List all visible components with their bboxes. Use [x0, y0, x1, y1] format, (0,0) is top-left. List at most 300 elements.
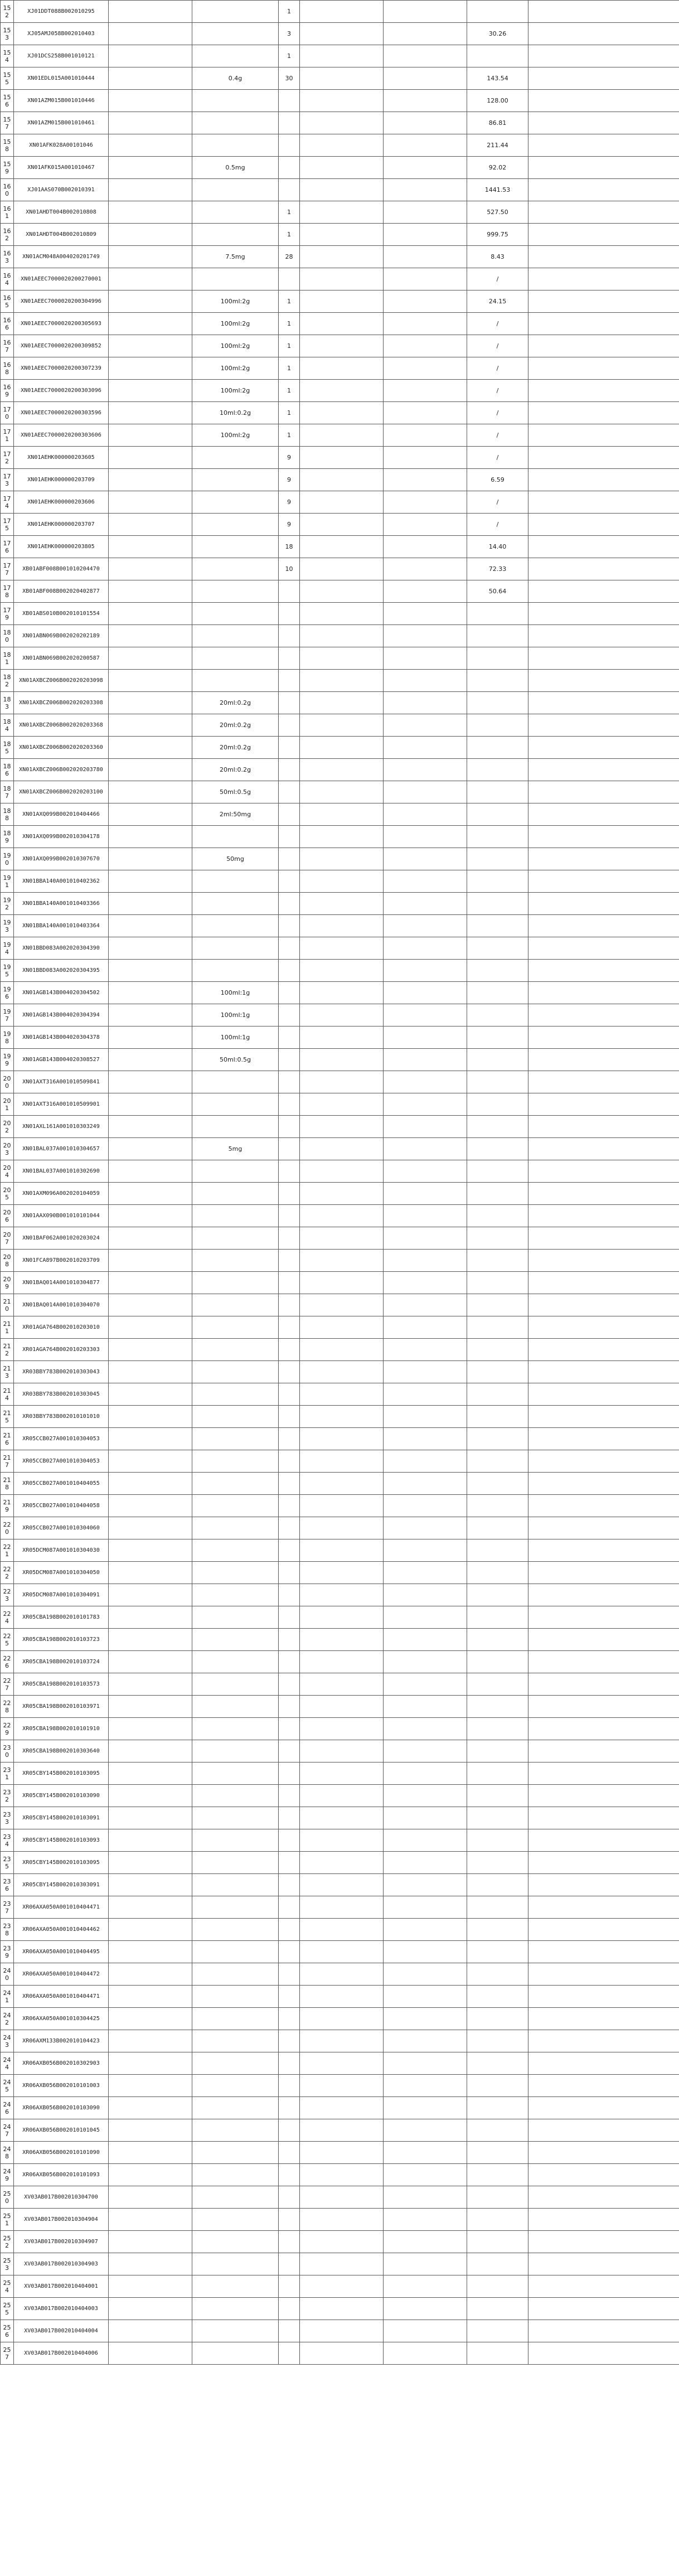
drug-code-cell: XN01AEEC7000020200303606: [14, 424, 109, 447]
remark-cell: [528, 1562, 679, 1584]
price-cell: [467, 1629, 528, 1651]
row-index-cell: 230: [1, 1740, 14, 1762]
drug-code-cell: XN01BAL037A001010302690: [14, 1160, 109, 1183]
submitter-cell: [384, 2231, 467, 2253]
drug-name-cell: [109, 2142, 192, 2164]
pack-count-cell: 1: [279, 402, 300, 424]
submitter-cell: [384, 2342, 467, 2365]
drug-spec-cell: [192, 1896, 279, 1919]
manufacturer-cell: [300, 179, 384, 201]
table-row: [1, 1361, 679, 1383]
submitter-cell: [384, 714, 467, 737]
table-row: [1, 870, 679, 893]
pack-count-cell: [279, 1874, 300, 1896]
row-index-cell: 196: [1, 982, 14, 1004]
table-row: [1, 45, 679, 67]
price-cell: [467, 2186, 528, 2209]
drug-name-cell: [109, 2030, 192, 2052]
pack-count-cell: [279, 1696, 300, 1718]
manufacturer-cell: [300, 380, 384, 402]
submitter-cell: [384, 1606, 467, 1629]
row-index-cell: 169: [1, 380, 14, 402]
row-index-cell: 231: [1, 1762, 14, 1785]
manufacturer-cell: [300, 1606, 384, 1629]
drug-name-cell: [109, 826, 192, 848]
price-cell: [467, 1205, 528, 1227]
table-row: [1, 1205, 679, 1227]
remark-cell: [528, 580, 679, 603]
manufacturer-cell: [300, 1941, 384, 1963]
remark-cell: [528, 335, 679, 357]
row-index-cell: 170: [1, 402, 14, 424]
drug-spec-cell: [192, 1829, 279, 1852]
submitter-cell: [384, 201, 467, 224]
drug-code-cell: XR03BBY783B002010303043: [14, 1361, 109, 1383]
drug-code-cell: XV03AB017B002010304700: [14, 2186, 109, 2209]
drug-spec-cell: [192, 447, 279, 469]
table-row: [1, 1718, 679, 1740]
pack-count-cell: 9: [279, 447, 300, 469]
remark-cell: [528, 1383, 679, 1406]
price-cell: 8.43: [467, 246, 528, 268]
pack-count-cell: [279, 603, 300, 625]
price-cell: [467, 1049, 528, 1071]
manufacturer-cell: [300, 1383, 384, 1406]
drug-code-cell: XN01BAF062A001020203024: [14, 1227, 109, 1250]
table-row: [1, 67, 679, 90]
remark-cell: [528, 2119, 679, 2142]
drug-spec-cell: [192, 2142, 279, 2164]
drug-code-cell: XR05CBY145B002010103095: [14, 1762, 109, 1785]
price-cell: 143.54: [467, 67, 528, 90]
price-cell: 14.40: [467, 536, 528, 558]
manufacturer-cell: [300, 1539, 384, 1562]
table-row: [1, 982, 679, 1004]
submitter-cell: [384, 313, 467, 335]
row-index-cell: 176: [1, 536, 14, 558]
pack-count-cell: 28: [279, 246, 300, 268]
remark-cell: [528, 2052, 679, 2075]
table-row: [1, 1183, 679, 1205]
remark-cell: [528, 157, 679, 179]
pack-count-cell: [279, 1316, 300, 1339]
manufacturer-cell: [300, 1696, 384, 1718]
drug-spec-cell: [192, 23, 279, 45]
submitter-cell: [384, 1294, 467, 1316]
drug-name-cell: [109, 536, 192, 558]
manufacturer-cell: [300, 1138, 384, 1160]
row-index-cell: 171: [1, 424, 14, 447]
row-index-cell: 182: [1, 670, 14, 692]
drug-name-cell: [109, 2209, 192, 2231]
pack-count-cell: [279, 2186, 300, 2209]
drug-name-cell: [109, 1272, 192, 1294]
remark-cell: [528, 803, 679, 826]
drug-spec-cell: [192, 1762, 279, 1785]
submitter-cell: [384, 491, 467, 514]
drug-code-cell: XN01AGB143B004020304502: [14, 982, 109, 1004]
manufacturer-cell: [300, 1495, 384, 1517]
row-index-cell: 168: [1, 357, 14, 380]
drug-spec-cell: 100ml:2g: [192, 290, 279, 313]
price-cell: [467, 1093, 528, 1116]
drug-name-cell: [109, 1807, 192, 1829]
price-cell: /: [467, 380, 528, 402]
remark-cell: [528, 1941, 679, 1963]
pack-count-cell: [279, 1383, 300, 1406]
pack-count-cell: [279, 2097, 300, 2119]
manufacturer-cell: [300, 1852, 384, 1874]
manufacturer-cell: [300, 759, 384, 781]
drug-name-cell: [109, 402, 192, 424]
drug-name-cell: [109, 469, 192, 491]
submitter-cell: [384, 1696, 467, 1718]
remark-cell: [528, 134, 679, 157]
drug-name-cell: [109, 960, 192, 982]
submitter-cell: [384, 1250, 467, 1272]
remark-cell: [528, 670, 679, 692]
pack-count-cell: [279, 826, 300, 848]
drug-name-cell: [109, 759, 192, 781]
remark-cell: [528, 1718, 679, 1740]
manufacturer-cell: [300, 937, 384, 960]
drug-spec-cell: [192, 2030, 279, 2052]
price-cell: 30.26: [467, 23, 528, 45]
table-row: [1, 1339, 679, 1361]
pack-count-cell: [279, 1606, 300, 1629]
drug-name-cell: [109, 2075, 192, 2097]
pack-count-cell: [279, 1762, 300, 1785]
submitter-cell: [384, 1406, 467, 1428]
drug-name-cell: [109, 1026, 192, 1049]
price-cell: [467, 1473, 528, 1495]
submitter-cell: [384, 402, 467, 424]
table-row: [1, 2298, 679, 2320]
drug-name-cell: [109, 1093, 192, 1116]
submitter-cell: [384, 1450, 467, 1473]
table-row: [1, 1539, 679, 1562]
drug-code-cell: XN01AXT316A001010509901: [14, 1093, 109, 1116]
drug-code-cell: XV03AB017B002010304907: [14, 2231, 109, 2253]
price-cell: /: [467, 514, 528, 536]
pack-count-cell: [279, 1004, 300, 1026]
table-row: [1, 1762, 679, 1785]
table-row: [1, 781, 679, 803]
row-index-cell: 235: [1, 1852, 14, 1874]
drug-code-cell: XN01BAQ014A001010304877: [14, 1272, 109, 1294]
submitter-cell: [384, 603, 467, 625]
submitter-cell: [384, 1651, 467, 1673]
table-row: [1, 558, 679, 580]
drug-spec-cell: [192, 1227, 279, 1250]
row-index-cell: 251: [1, 2209, 14, 2231]
drug-name-cell: [109, 246, 192, 268]
drug-code-cell: XN01AZM015B001010461: [14, 112, 109, 134]
drug-code-cell: XN01AXBCZ006B002020203780: [14, 759, 109, 781]
submitter-cell: [384, 803, 467, 826]
drug-code-cell: XN01AEEC7000020200305693: [14, 313, 109, 335]
drug-name-cell: [109, 1428, 192, 1450]
drug-name-cell: [109, 2342, 192, 2365]
drug-name-cell: [109, 1785, 192, 1807]
remark-cell: [528, 1495, 679, 1517]
manufacturer-cell: [300, 826, 384, 848]
row-index-cell: 213: [1, 1361, 14, 1383]
remark-cell: [528, 201, 679, 224]
drug-spec-cell: [192, 268, 279, 290]
manufacturer-cell: [300, 580, 384, 603]
drug-spec-cell: [192, 1071, 279, 1093]
price-cell: 999.75: [467, 224, 528, 246]
manufacturer-cell: [300, 157, 384, 179]
manufacturer-cell: [300, 1829, 384, 1852]
manufacturer-cell: [300, 915, 384, 937]
pack-count-cell: [279, 670, 300, 692]
drug-name-cell: [109, 224, 192, 246]
manufacturer-cell: [300, 1227, 384, 1250]
drug-spec-cell: [192, 2209, 279, 2231]
pack-count-cell: [279, 937, 300, 960]
row-index-cell: 187: [1, 781, 14, 803]
price-cell: /: [467, 268, 528, 290]
manufacturer-cell: [300, 2320, 384, 2342]
drug-code-cell: XN01AEHK000000203805: [14, 536, 109, 558]
drug-spec-cell: [192, 893, 279, 915]
drug-name-cell: [109, 2186, 192, 2209]
row-index-cell: 250: [1, 2186, 14, 2209]
price-cell: [467, 1718, 528, 1740]
manufacturer-cell: [300, 603, 384, 625]
drug-spec-cell: [192, 1205, 279, 1227]
pack-count-cell: [279, 580, 300, 603]
drug-name-cell: [109, 514, 192, 536]
price-cell: [467, 1071, 528, 1093]
submitter-cell: [384, 982, 467, 1004]
drug-spec-cell: 5mg: [192, 1138, 279, 1160]
drug-name-cell: [109, 558, 192, 580]
drug-spec-cell: 100ml:2g: [192, 313, 279, 335]
manufacturer-cell: [300, 134, 384, 157]
row-index-cell: 243: [1, 2030, 14, 2052]
row-index-cell: 193: [1, 915, 14, 937]
drug-code-cell: XN01AGB143B004020304378: [14, 1026, 109, 1049]
submitter-cell: [384, 2164, 467, 2186]
drug-name-cell: [109, 1294, 192, 1316]
remark-cell: [528, 246, 679, 268]
remark-cell: [528, 1986, 679, 2008]
table-row: [1, 246, 679, 268]
price-cell: [467, 1785, 528, 1807]
manufacturer-cell: [300, 2052, 384, 2075]
submitter-cell: [384, 625, 467, 647]
drug-spec-cell: 20ml:0.2g: [192, 737, 279, 759]
table-row: [1, 2030, 679, 2052]
row-index-cell: 191: [1, 870, 14, 893]
drug-code-cell: XB01ABF008B002020402877: [14, 580, 109, 603]
submitter-cell: [384, 1896, 467, 1919]
drug-spec-cell: [192, 491, 279, 514]
pack-count-cell: [279, 1986, 300, 2008]
drug-name-cell: [109, 45, 192, 67]
pack-count-cell: [279, 268, 300, 290]
drug-spec-cell: [192, 625, 279, 647]
manufacturer-cell: [300, 1762, 384, 1785]
manufacturer-cell: [300, 1049, 384, 1071]
manufacturer-cell: [300, 1428, 384, 1450]
table-row: [1, 1406, 679, 1428]
submitter-cell: [384, 1026, 467, 1049]
row-index-cell: 194: [1, 937, 14, 960]
table-row: [1, 1986, 679, 2008]
submitter-cell: [384, 2186, 467, 2209]
price-cell: [467, 1696, 528, 1718]
price-cell: 72.33: [467, 558, 528, 580]
drug-code-cell: XN01AXQ099B002010404466: [14, 803, 109, 826]
price-cell: [467, 1606, 528, 1629]
table-row: [1, 737, 679, 759]
row-index-cell: 163: [1, 246, 14, 268]
row-index-cell: 189: [1, 826, 14, 848]
table-row: [1, 2253, 679, 2275]
pack-count-cell: [279, 1562, 300, 1584]
manufacturer-cell: [300, 1718, 384, 1740]
drug-code-cell: XV03AB017B002010404004: [14, 2320, 109, 2342]
drug-code-cell: XN01AEEC7000020200303096: [14, 380, 109, 402]
pack-count-cell: [279, 1183, 300, 1205]
table-row: [1, 290, 679, 313]
manufacturer-cell: [300, 1584, 384, 1606]
manufacturer-cell: [300, 23, 384, 45]
price-cell: [467, 1584, 528, 1606]
drug-code-cell: XN01AXM096A002020104059: [14, 1183, 109, 1205]
price-cell: [467, 893, 528, 915]
row-index-cell: 180: [1, 625, 14, 647]
pack-count-cell: 30: [279, 67, 300, 90]
drug-code-cell: XN01BAL037A001010304657: [14, 1138, 109, 1160]
manufacturer-cell: [300, 1406, 384, 1428]
remark-cell: [528, 290, 679, 313]
submitter-cell: [384, 1740, 467, 1762]
drug-name-cell: [109, 803, 192, 826]
drug-code-cell: XR06AXA050A001010404471: [14, 1896, 109, 1919]
row-index-cell: 257: [1, 2342, 14, 2365]
submitter-cell: [384, 1473, 467, 1495]
submitter-cell: [384, 1361, 467, 1383]
drug-spec-cell: [192, 1183, 279, 1205]
manufacturer-cell: [300, 1963, 384, 1986]
drug-code-cell: XN01AEHK000000203605: [14, 447, 109, 469]
remark-cell: [528, 1606, 679, 1629]
drug-name-cell: [109, 1205, 192, 1227]
drug-code-cell: XJ01DDT088B002010295: [14, 1, 109, 23]
table-row: [1, 514, 679, 536]
table-row: [1, 2231, 679, 2253]
table-row: [1, 647, 679, 670]
price-cell: [467, 1673, 528, 1696]
drug-code-cell: XN01EDL015A001010444: [14, 67, 109, 90]
table-row: [1, 2075, 679, 2097]
pack-count-cell: [279, 1495, 300, 1517]
submitter-cell: [384, 692, 467, 714]
row-index-cell: 212: [1, 1339, 14, 1361]
drug-name-cell: [109, 1138, 192, 1160]
table-row: [1, 1, 679, 23]
drug-code-cell: XR06AXM133B002010104423: [14, 2030, 109, 2052]
drug-spec-cell: [192, 1919, 279, 1941]
remark-cell: [528, 313, 679, 335]
price-cell: 50.64: [467, 580, 528, 603]
remark-cell: [528, 558, 679, 580]
table-row: [1, 1160, 679, 1183]
table-row: [1, 2164, 679, 2186]
drug-spec-cell: [192, 2253, 279, 2275]
submitter-cell: [384, 357, 467, 380]
remark-cell: [528, 514, 679, 536]
table-row: [1, 1829, 679, 1852]
remark-cell: [528, 1785, 679, 1807]
drug-name-cell: [109, 714, 192, 737]
table-row: [1, 2008, 679, 2030]
submitter-cell: [384, 1428, 467, 1450]
drug-spec-cell: [192, 2119, 279, 2142]
row-index-cell: 237: [1, 1896, 14, 1919]
drug-spec-cell: [192, 1874, 279, 1896]
pack-count-cell: [279, 1205, 300, 1227]
price-cell: [467, 1495, 528, 1517]
drug-name-cell: [109, 2119, 192, 2142]
pack-count-cell: [279, 1584, 300, 1606]
drug-name-cell: [109, 1963, 192, 1986]
drug-code-cell: XN01AAX090B001010101044: [14, 1205, 109, 1227]
drug-spec-cell: 10ml:0.2g: [192, 402, 279, 424]
manufacturer-cell: [300, 1116, 384, 1138]
price-cell: [467, 2275, 528, 2298]
pack-count-cell: [279, 2209, 300, 2231]
drug-code-cell: XN01AXBCZ006B002020203360: [14, 737, 109, 759]
table-body: [1, 1, 679, 2365]
remark-cell: [528, 380, 679, 402]
remark-cell: [528, 1428, 679, 1450]
manufacturer-cell: [300, 424, 384, 447]
drug-spec-cell: [192, 2075, 279, 2097]
price-cell: [467, 1406, 528, 1428]
row-index-cell: 205: [1, 1183, 14, 1205]
submitter-cell: [384, 737, 467, 759]
manufacturer-cell: [300, 1339, 384, 1361]
drug-spec-cell: [192, 1718, 279, 1740]
drug-code-cell: XR05CBY145B002010103095: [14, 1852, 109, 1874]
table-row: [1, 224, 679, 246]
pack-count-cell: [279, 2231, 300, 2253]
price-cell: [467, 625, 528, 647]
pack-count-cell: 18: [279, 536, 300, 558]
drug-code-cell: XJ05AMJ058B002010403: [14, 23, 109, 45]
submitter-cell: [384, 2097, 467, 2119]
pack-count-cell: [279, 1629, 300, 1651]
submitter-cell: [384, 1339, 467, 1361]
pack-count-cell: 1: [279, 224, 300, 246]
row-index-cell: 204: [1, 1160, 14, 1183]
manufacturer-cell: [300, 2097, 384, 2119]
price-cell: [467, 2142, 528, 2164]
row-index-cell: 229: [1, 1718, 14, 1740]
table-row: [1, 1294, 679, 1316]
drug-code-cell: XR05CBY145B002010103093: [14, 1829, 109, 1852]
drug-name-cell: [109, 1250, 192, 1272]
submitter-cell: [384, 1383, 467, 1406]
table-row: [1, 1673, 679, 1696]
pack-count-cell: [279, 2298, 300, 2320]
